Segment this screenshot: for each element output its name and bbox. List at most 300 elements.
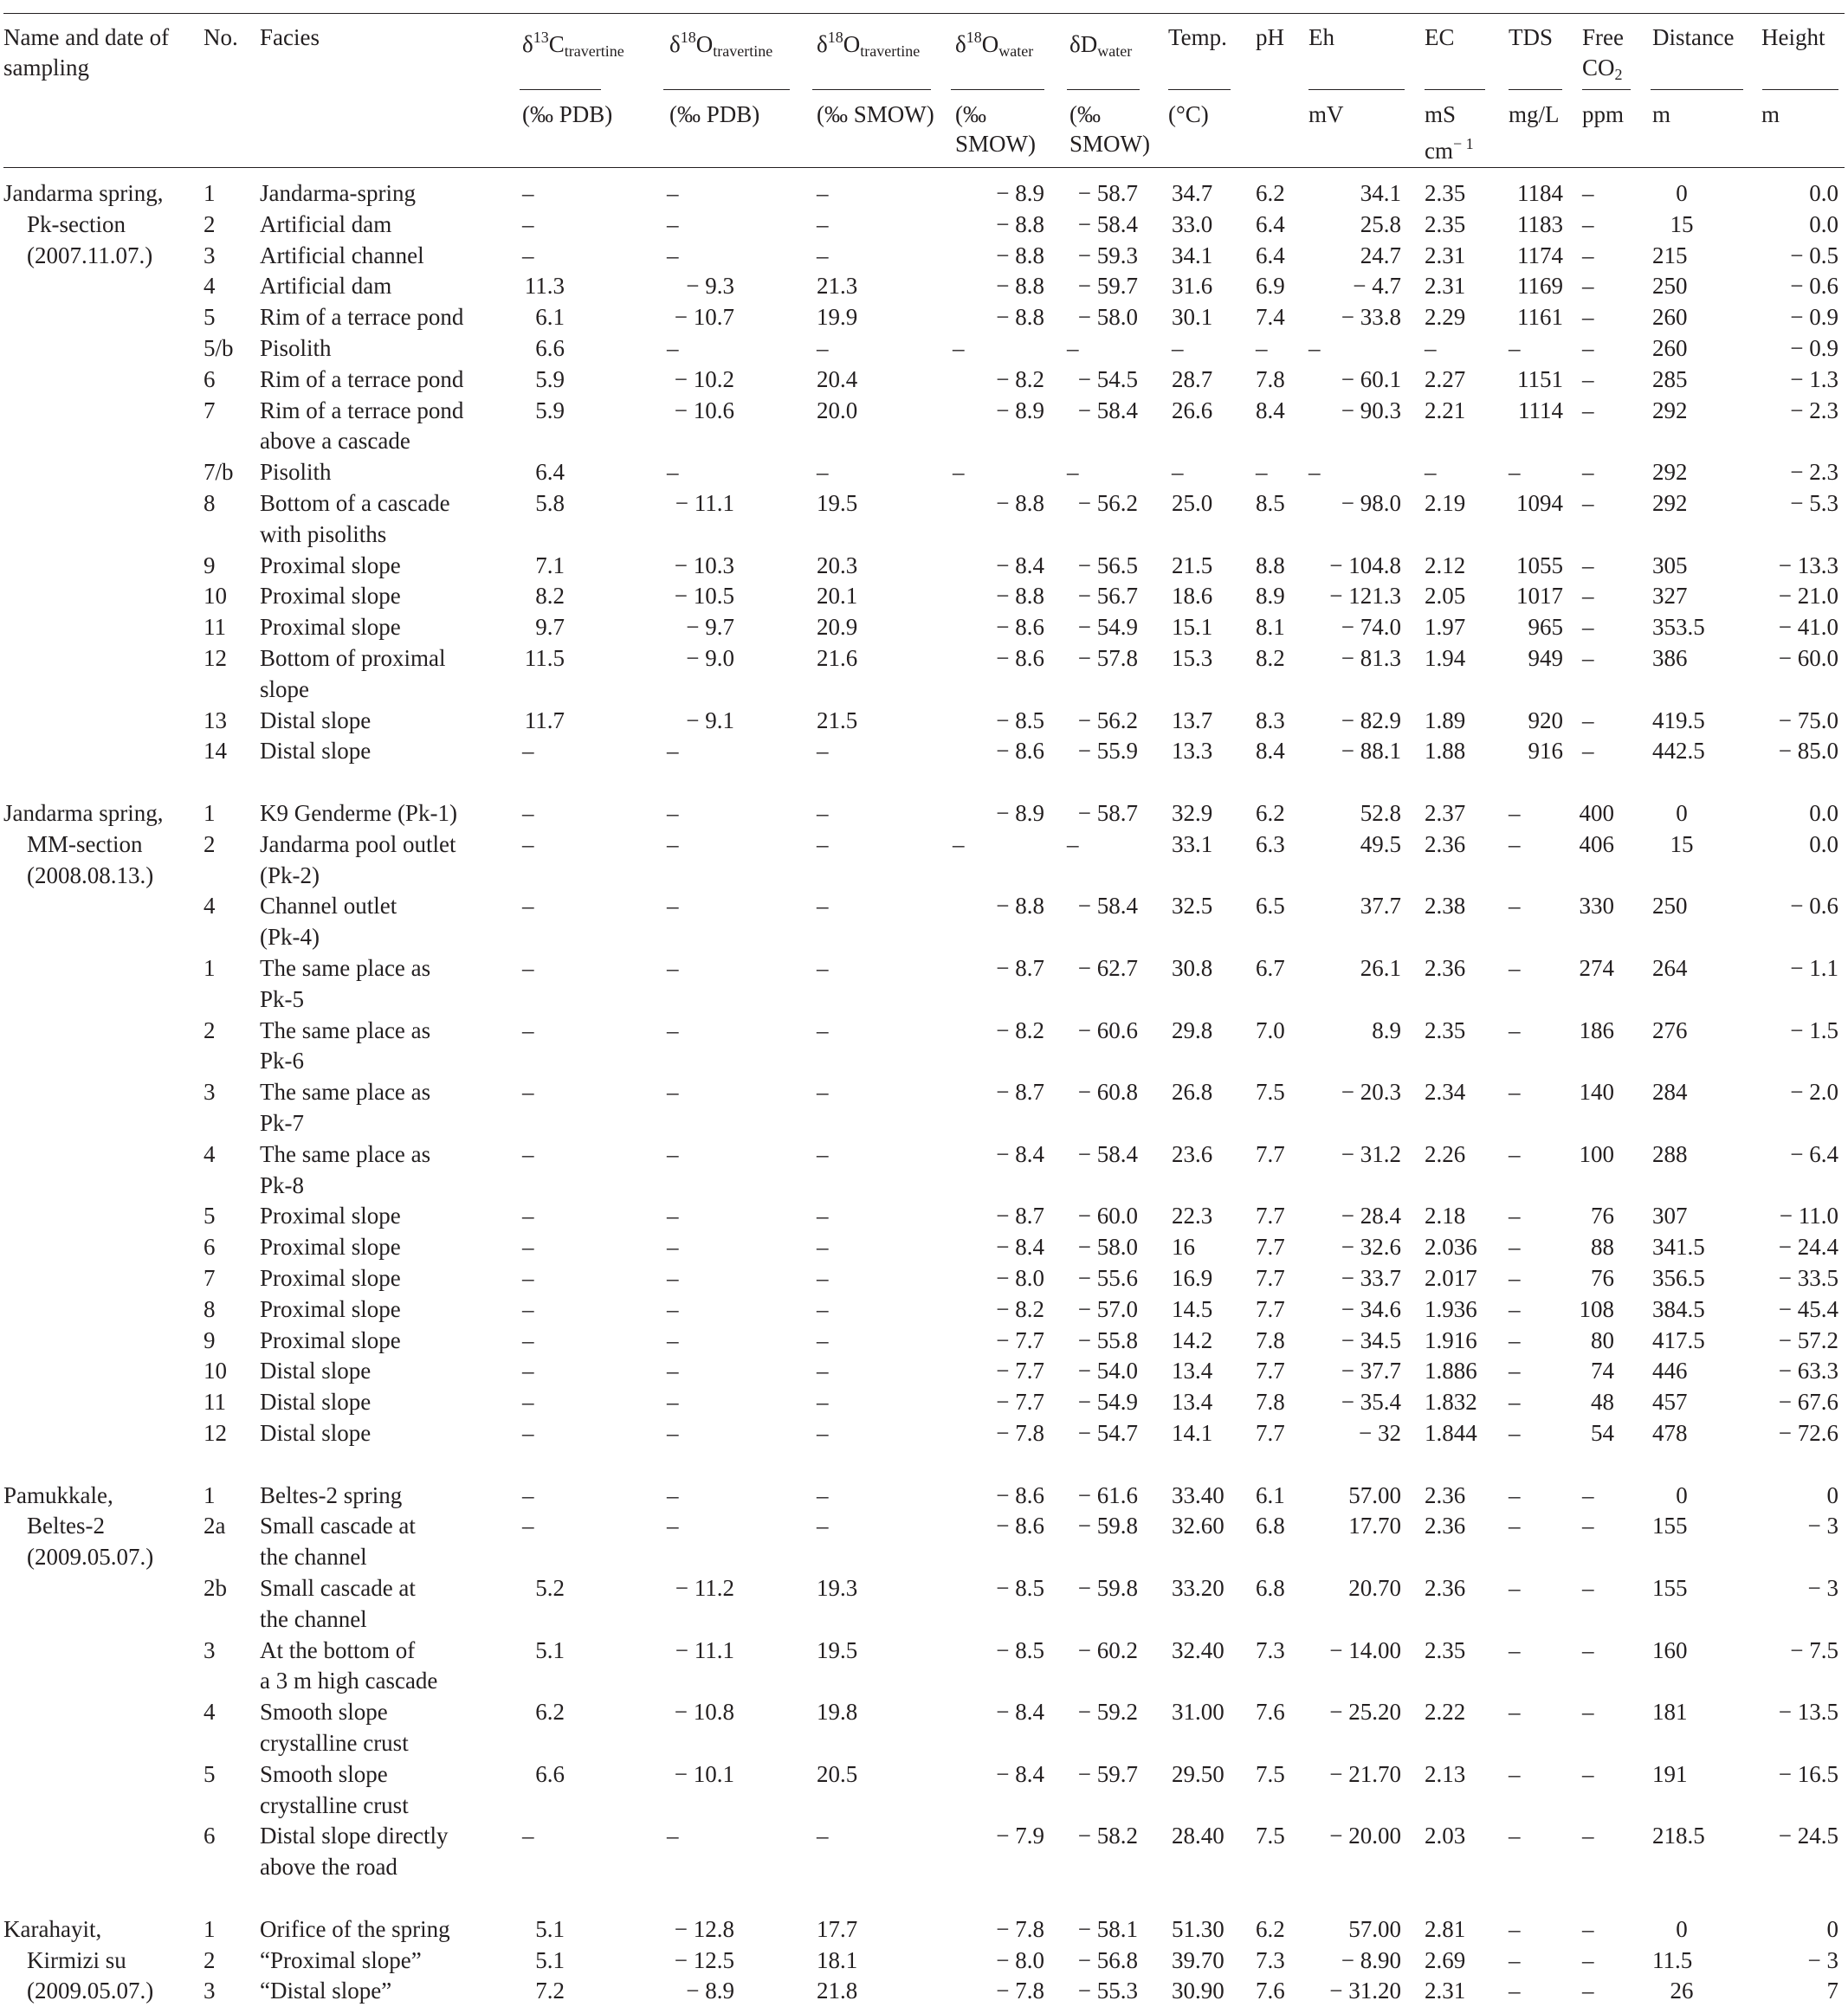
cell-height: − 6.4 [1790,1140,1838,1167]
cell-d18o-smow: – [817,1140,829,1167]
unit-main: cm [1425,138,1453,164]
cell-eh: − 20.00 [1329,1823,1401,1849]
facies-text: Jandarma pool outlet [260,830,456,857]
cell-dd-water: − 59.8 [1077,1513,1138,1539]
cell-d13c: 5.1 [535,1946,565,1973]
cell-d18o-pdb: – [667,335,679,361]
facies-text: The same place as [260,1016,431,1043]
cell-d13c: 6.4 [535,459,565,486]
facies-text: with pisoliths [260,520,387,547]
cell-eh: − 25.20 [1329,1699,1401,1726]
column-underline [1762,89,1838,90]
cell-d18o-water: − 8.7 [996,1203,1044,1229]
cell-dist: 288 [1652,1140,1688,1167]
unit-line: (‰ [1069,101,1101,127]
cell-tds: – [1509,335,1521,361]
cell-ec: 2.017 [1425,1265,1477,1291]
cell-dd-water: − 54.0 [1077,1358,1138,1384]
cell-ph: 7.6 [1256,1978,1285,2004]
cell-dist: 353.5 [1652,614,1705,641]
cell-dd-water: − 61.6 [1077,1481,1138,1508]
cell-temp: 13.4 [1172,1358,1213,1384]
cell-d18o-smow: – [817,1481,829,1508]
cell-d18o-pdb: – [667,180,679,206]
column-header-label-line: Free [1582,24,1624,50]
cell-dd-water: − 58.7 [1077,800,1138,826]
cell-dist: 356.5 [1652,1265,1705,1291]
column-header-label: pH [1256,24,1284,50]
cell-d18o-smow: – [817,1295,829,1322]
cell-ph: – [1256,459,1268,486]
cell-tds: – [1509,830,1521,857]
cell-height: − 1.3 [1790,365,1838,392]
cell-dd-water: − 59.3 [1077,242,1138,268]
column-unit-temp [1168,100,1209,129]
cell-ph: 7.6 [1256,1699,1285,1726]
cell-dist: 11.5 [1652,1946,1693,1973]
cell-temp: 33.40 [1172,1481,1224,1508]
cell-eh: − 121.3 [1329,583,1401,610]
cell-co2: 400 [1579,800,1614,826]
cell-ec: 2.35 [1425,180,1466,206]
cell-ec: 1.89 [1425,707,1466,733]
column-header-no [204,23,238,53]
cell-eh: − 20.3 [1341,1079,1401,1106]
facies-text: above the road [260,1854,397,1881]
sample-number: 6 [204,365,216,392]
cell-dd-water: – [1067,335,1079,361]
cell-eh: − 74.0 [1341,614,1401,641]
section-name-line: (2008.08.13.) [27,862,154,888]
cell-dist: 292 [1652,490,1688,516]
cell-co2: 54 [1591,1420,1614,1446]
sample-number: 2a [204,1513,226,1539]
cell-ec: 1.94 [1425,645,1466,671]
sample-number: 14 [204,738,227,765]
cell-temp: 31.00 [1172,1699,1224,1726]
unit-line: mS [1425,101,1457,127]
cell-dd-water: − 58.0 [1077,304,1138,331]
cell-ph: 8.5 [1256,490,1285,516]
cell-ec: 2.19 [1425,490,1466,516]
cell-dd-water: − 56.2 [1077,707,1138,733]
cell-temp: 13.3 [1172,738,1213,765]
cell-ph: 8.4 [1256,738,1285,765]
delta-symbol: δ [1069,31,1081,57]
cell-ec: 2.036 [1425,1234,1477,1261]
cell-height: − 33.5 [1778,1265,1838,1291]
sample-number: 5 [204,1203,216,1229]
cell-temp: 39.70 [1172,1946,1224,1973]
cell-dd-water: − 58.7 [1077,180,1138,206]
cell-dist: 0 [1676,1481,1688,1508]
cell-eh: − 32.6 [1341,1234,1401,1261]
cell-eh: 37.7 [1360,893,1401,920]
cell-temp: 14.2 [1172,1326,1213,1353]
cell-ph: 7.5 [1256,1079,1285,1106]
cell-tds: – [1509,1326,1521,1353]
facies-text: the channel [260,1544,367,1571]
element-symbol: C [548,31,565,57]
cell-dist: 384.5 [1652,1295,1705,1322]
cell-temp: 15.3 [1172,645,1213,671]
cell-dist: 155 [1652,1513,1688,1539]
cell-temp: 13.4 [1172,1389,1213,1416]
facies-text: Jandarma-spring [260,180,416,206]
sample-number: 12 [204,1420,227,1446]
cell-temp: 31.6 [1172,273,1213,300]
cell-d18o-water: − 7.9 [996,1823,1044,1849]
column-header-dist [1652,23,1734,53]
cell-d13c: – [522,955,534,981]
facies-text: Proximal slope [260,1265,401,1291]
cell-d18o-pdb: − 10.1 [674,1760,734,1787]
cell-tds: – [1509,1513,1521,1539]
cell-dd-water: − 57.0 [1077,1295,1138,1322]
cell-dist: 260 [1652,335,1688,361]
cell-tds: 920 [1528,707,1563,733]
cell-eh: 52.8 [1360,800,1401,826]
cell-ph: 7.5 [1256,1823,1285,1849]
facies-text: Orifice of the spring [260,1915,450,1942]
cell-d18o-water: − 8.6 [996,645,1044,671]
cell-d18o-water: − 8.4 [996,1140,1044,1167]
cell-ec: 2.69 [1425,1946,1466,1973]
cell-eh: − 104.8 [1329,552,1401,578]
unit-text: (‰ PDB) [522,101,613,127]
cell-co2: – [1582,583,1594,610]
cell-d18o-smow: 21.5 [817,707,858,733]
facies-text: Pk-5 [260,985,305,1012]
column-header-label: Name and date of sampling [3,24,170,81]
cell-d18o-water: − 7.7 [996,1389,1044,1416]
column-unit-height [1761,100,1780,129]
cell-eh: − 37.7 [1341,1358,1401,1384]
cell-eh: − 60.1 [1341,365,1401,392]
column-header-tds [1509,23,1553,53]
cell-d13c: 7.2 [535,1978,565,2004]
cell-d18o-smow: – [817,180,829,206]
cell-ph: 6.1 [1256,1481,1285,1508]
facies-text: Distal slope [260,1358,372,1384]
cell-d13c: – [522,1140,534,1167]
cell-ec: 2.36 [1425,1513,1466,1539]
cell-height: − 3 [1807,1513,1838,1539]
column-underline [1168,89,1231,90]
cell-dd-water: − 56.7 [1077,583,1138,610]
cell-d18o-pdb: − 10.8 [674,1699,734,1726]
cell-temp: 32.9 [1172,800,1213,826]
cell-ph: 7.7 [1256,1140,1285,1167]
sample-number: 3 [204,242,216,268]
cell-height: − 0.9 [1790,304,1838,331]
cell-d18o-smow: 19.9 [817,304,858,331]
cell-dist: 0 [1676,1915,1688,1942]
cell-eh: − 32 [1359,1420,1401,1446]
cell-d18o-smow: 20.3 [817,552,858,578]
cell-d18o-water: – [953,459,965,486]
cell-d13c: 5.2 [535,1575,565,1601]
sample-number: 11 [204,1389,226,1416]
cell-d18o-smow: – [817,1079,829,1106]
cell-ec: 2.31 [1425,1978,1466,2004]
cell-d18o-pdb: – [667,1295,679,1322]
facies-text: Beltes-2 spring [260,1481,403,1508]
cell-dd-water: − 58.4 [1077,397,1138,423]
cell-co2: – [1582,242,1594,268]
cell-ph: 7.8 [1256,1389,1285,1416]
facies-text: The same place as [260,955,431,981]
facies-text: Bottom of proximal [260,645,446,671]
sample-number: 6 [204,1823,216,1849]
cell-temp: – [1172,459,1184,486]
cell-temp: 16 [1172,1234,1195,1261]
facies-text: Artificial channel [260,242,424,268]
cell-co2: 186 [1579,1016,1614,1043]
cell-co2: – [1582,552,1594,578]
cell-eh: − 81.3 [1341,645,1401,671]
cell-dist: 457 [1652,1389,1688,1416]
cell-tds: 1174 [1517,242,1563,268]
cell-height: − 57.2 [1778,1326,1838,1353]
cell-d13c: – [522,893,534,920]
cell-co2: – [1582,1636,1594,1663]
cell-d18o-smow: 19.8 [817,1699,858,1726]
cell-ec: 1.88 [1425,738,1466,765]
cell-height: − 0.6 [1790,893,1838,920]
cell-d18o-pdb: − 11.2 [675,1575,734,1601]
cell-temp: 29.50 [1172,1760,1224,1787]
cell-height: − 41.0 [1778,614,1838,641]
cell-d18o-smow: – [817,1513,829,1539]
cell-ph: 7.3 [1256,1636,1285,1663]
cell-ec: 2.27 [1425,365,1466,392]
column-header-name [3,23,181,83]
facies-text: “Proximal slope” [260,1946,422,1973]
cell-height: − 5.3 [1790,490,1838,516]
cell-d18o-pdb: – [667,1481,679,1508]
cell-height: − 2.3 [1790,397,1838,423]
cell-d18o-pdb: – [667,1140,679,1167]
sample-number: 2 [204,1946,216,1973]
cell-d13c: – [522,180,534,206]
cell-dd-water: − 55.3 [1077,1978,1138,2004]
cell-ph: 6.8 [1256,1513,1285,1539]
facies-text: Artificial dam [260,210,392,237]
cell-tds: – [1509,1823,1521,1849]
unit-text: (°C) [1168,101,1209,127]
cell-ec: 2.36 [1425,955,1466,981]
cell-d18o-pdb: – [667,1358,679,1384]
cell-eh: − 98.0 [1341,490,1401,516]
cell-eh: 49.5 [1360,830,1401,857]
cell-height: − 3 [1807,1946,1838,1973]
cell-ec: 2.29 [1425,304,1466,331]
cell-height: − 21.0 [1778,583,1838,610]
facies-text: Proximal slope [260,1203,401,1229]
cell-d18o-smow: – [817,1265,829,1291]
cell-height: − 0.6 [1790,273,1838,300]
cell-height: − 60.0 [1778,645,1838,671]
facies-text: Proximal slope [260,552,401,578]
cell-dist: 284 [1652,1079,1688,1106]
cell-d13c: – [522,242,534,268]
cell-tds: – [1509,1636,1521,1663]
element-symbol: O [695,31,714,57]
cell-ph: 8.8 [1256,552,1285,578]
cell-d13c: – [522,830,534,857]
cell-d13c: 5.9 [535,397,565,423]
cell-d18o-water: − 8.6 [996,1481,1044,1508]
cell-co2: 76 [1591,1203,1614,1229]
cell-d18o-pdb: – [667,1389,679,1416]
column-header-ph [1256,23,1284,53]
column-header-label: Eh [1308,24,1334,50]
column-underline [520,89,601,90]
facies-text: Distal slope directly [260,1823,449,1849]
cell-height: − 2.3 [1790,459,1838,486]
cell-dd-water: − 58.4 [1077,893,1138,920]
cell-ec: 1.916 [1425,1326,1477,1353]
cell-d18o-smow: – [817,335,829,361]
cell-ph: 7.7 [1256,1203,1285,1229]
cell-dist: 218.5 [1652,1823,1705,1849]
cell-height: − 24.5 [1778,1823,1838,1849]
cell-d13c: 11.7 [524,707,565,733]
cell-temp: – [1172,335,1184,361]
cell-co2: – [1582,397,1594,423]
cell-ph: 7.7 [1256,1265,1285,1291]
facies-text: Smooth slope [260,1760,388,1787]
cell-d18o-water: − 7.7 [996,1358,1044,1384]
cell-dist: 0 [1676,180,1688,206]
cell-co2: – [1582,1978,1594,2004]
co2-subscript: 2 [1614,66,1623,83]
unit-exponent: − 1 [1453,135,1474,152]
cell-eh: 57.00 [1348,1481,1401,1508]
sample-number: 2 [204,210,216,237]
cell-ec: 2.35 [1425,1016,1466,1043]
cell-d18o-pdb: – [667,1420,679,1446]
cell-dist: 292 [1652,459,1688,486]
cell-ph: 8.2 [1256,645,1285,671]
cell-eh: − 31.2 [1341,1140,1401,1167]
column-unit-tds [1509,100,1560,129]
cell-d18o-pdb: – [667,955,679,981]
cell-dd-water: − 58.4 [1077,210,1138,237]
cell-tds: – [1509,1234,1521,1261]
cell-ec: 2.31 [1425,242,1466,268]
cell-d13c: – [522,1234,534,1261]
cell-co2: – [1582,1575,1594,1601]
cell-temp: 32.60 [1172,1513,1224,1539]
sample-number: 2b [204,1575,227,1601]
sample-number: 10 [204,1358,227,1384]
cell-d13c: 5.9 [535,365,565,392]
cell-ec: 2.21 [1425,397,1466,423]
cell-d18o-smow: – [817,1326,829,1353]
sample-number: 4 [204,893,216,920]
cell-eh: − 34.6 [1341,1295,1401,1322]
cell-d18o-smow: 19.5 [817,1636,858,1663]
column-header-label-line [1582,53,1624,90]
cell-height: − 45.4 [1778,1295,1838,1322]
cell-ec: 2.03 [1425,1823,1466,1849]
cell-d18o-water: − 8.4 [996,552,1044,578]
facies-text: (Pk-2) [260,862,320,888]
facies-text: Rim of a terrace pond [260,397,464,423]
cell-d13c: – [522,1295,534,1322]
cell-temp: 29.8 [1172,1016,1213,1043]
cell-eh: − 34.5 [1341,1326,1401,1353]
cell-d13c: – [522,1420,534,1446]
cell-ec: 1.832 [1425,1389,1477,1416]
cell-temp: 32.40 [1172,1636,1224,1663]
sample-number: 2 [204,1016,216,1043]
cell-ph: 6.9 [1256,273,1285,300]
cell-temp: 14.5 [1172,1295,1213,1322]
cell-d18o-water: − 8.6 [996,738,1044,765]
sample-number: 5 [204,304,216,331]
cell-dist: 15 [1670,210,1694,237]
cell-dist: 181 [1652,1699,1688,1726]
cell-tds: – [1509,459,1521,486]
cell-height: 0.0 [1809,210,1838,237]
cell-temp: 33.0 [1172,210,1213,237]
cell-ph: 8.3 [1256,707,1285,733]
cell-d18o-pdb: − 10.3 [674,552,734,578]
sample-number: 5 [204,1760,216,1787]
facies-text: Pisolith [260,459,332,486]
element-symbol: O [981,31,999,57]
cell-tds: 965 [1528,614,1563,641]
cell-eh: − 8.90 [1341,1946,1401,1973]
unit-text: mg/L [1509,101,1560,127]
cell-temp: 33.1 [1172,830,1213,857]
cell-tds: – [1509,1203,1521,1229]
unit-line: (‰ [955,101,986,127]
cell-d13c: – [522,1326,534,1353]
facies-text: Rim of a terrace pond [260,365,464,392]
cell-ec: 2.36 [1425,1481,1466,1508]
cell-d18o-water: − 7.8 [996,1978,1044,2004]
cell-d18o-pdb: – [667,1823,679,1849]
cell-ph: 6.2 [1256,800,1285,826]
cell-co2: – [1582,707,1594,733]
cell-co2: – [1582,1823,1594,1849]
cell-dist: 264 [1652,955,1688,981]
cell-dd-water: − 55.8 [1077,1326,1138,1353]
facies-text: Pk-8 [260,1171,305,1198]
cell-co2: 76 [1591,1265,1614,1291]
cell-height: − 67.6 [1778,1389,1838,1416]
cell-ph: 6.8 [1256,1575,1285,1601]
cell-height: − 72.6 [1778,1420,1838,1446]
cell-ph: 6.2 [1256,1915,1285,1942]
cell-eh: 8.9 [1372,1016,1401,1043]
cell-tds: – [1509,1575,1521,1601]
facies-text: Proximal slope [260,583,401,610]
cell-d18o-pdb: − 8.9 [686,1978,734,2004]
cell-d18o-smow: – [817,459,829,486]
cell-dist: 260 [1652,304,1688,331]
cell-ec: 1.936 [1425,1295,1477,1322]
cell-height: − 0.5 [1790,242,1838,268]
cell-d18o-water: − 8.9 [996,180,1044,206]
cell-temp: 18.6 [1172,583,1213,610]
sample-number: 5/b [204,335,234,361]
sample-number: 1 [204,1481,216,1508]
